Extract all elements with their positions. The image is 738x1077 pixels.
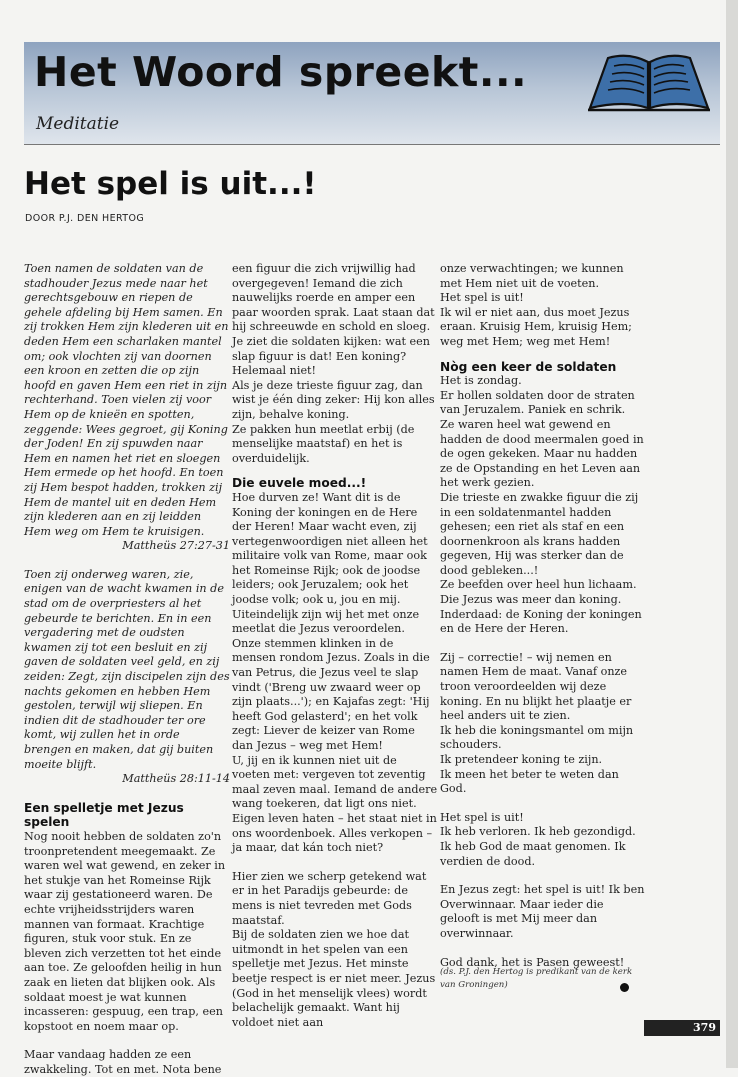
- paragraph: Inderdaad: de Koning der koningen en de Here der Heren.: [440, 607, 642, 636]
- column-2: [232, 262, 438, 1030]
- author-note: (ds. P.J. den Hertog is predikant van de kerk van Groningen): [440, 967, 633, 990]
- paragraph: Als je deze trieste figuur zag, dan wist je één ding zeker: Hij kon alles zijn, behalve koning.: [232, 378, 435, 421]
- scripture-quote-1: Toen namen de soldaten van de stadhouder Jezus mede naar het gerechtsgebouw en riepen de gehele afdeling bij Hem samen. En zij trokken Hem zijn klederen uit en deden Hem een scharlaken mantel om; ook vlochten zij van doornen een kroon en zetten die op zijn hoofd en gaven Hem een riet in zijn rechterhand. Toen vielen zij voor Hem op de knieën en spotten, zeggende: Wees gegroet, gij Koning der Joden! En zij spuwden naar Hem en namen het riet en sloegen Hem ermede op het hoofd. En toen zij Hem bespot hadden, trokken zij Hem de mantel uit en deden Hem zijn klederen aan en zij leidden Hem weg om Hem te kruisigen.: [24, 262, 229, 538]
- paragraph: Ik heb die koningsmantel om mijn schouders.: [440, 723, 634, 752]
- article-title: Het spel is uit...!: [24, 166, 317, 202]
- paragraph: Ze pakken hun meetlat erbij (de menselijke maatstaf) en het is overduidelijk.: [232, 422, 415, 465]
- paragraph: Hier zien we scherp getekend wat er in het Paradijs gebeurde: de mens is niet tevreden met Gods maatstaf.: [232, 869, 427, 927]
- byline: DOOR P.J. DEN HERTOG: [25, 213, 145, 224]
- paragraph: een figuur die zich vrijwillig had overgegeven! Iemand die zich nauwelijks roerde en amper een paar woorden sprak. Laat staan dat hij schreeuwde en schold en sloeg.: [232, 262, 435, 334]
- paragraph: Er hollen soldaten door de straten van Jeruzalem. Paniek en schrik.: [440, 388, 635, 417]
- page-edge: [726, 0, 738, 1068]
- paragraph: Hoe durven ze! Want dit is de Koning der koningen en de Here der Heren! Maar wacht even, zij vertegenwoordigen niet alleen het militaire volk van Rome, maar ook het Romeinse Rijk; ook de joodse leiders; ook Jeruzalem; ook het joodse volk; ook u, jou en mij.: [232, 490, 428, 607]
- paragraph: Nog nooit hebben de soldaten zo'n troonpretendent meegemaakt. Ze waren wel wat gewend, en zeker in het stukje van het Romeinse Rijk waar zij gestationeerd waren. De echte vrijheidsstrijders waren mannen van formaat. Krachtige figuren, stuk voor stuk. En ze bleven zich verzetten tot het einde aan toe. Ze geloofden heilig in hun zaak en lieten dat blijken ook. Als soldaat moest je wat kunnen incasseren: gespuug, een trap, een kopstoot en noem maar op.: [24, 829, 226, 1033]
- scripture-reference-2: Mattheüs 28:11-14: [122, 772, 230, 786]
- paragraph: Maar vandaag hadden ze een zwakkeling. Tot en met. Nota bene: [24, 1048, 222, 1076]
- paragraph: Ze waren heel wat gewend en hadden de dood meermalen goed in de ogen gekeken. Maar nu hadden ze de Opstanding en het Leven aan het werk gezien.: [440, 417, 644, 490]
- paragraph: Bij de soldaten zien we hoe dat uitmondt in het spelen van een spelletje met Jezus. Het minste beetje respect is er niet meer. Jezus (God in het menselijk vlees) wordt belachelijk gemaakt. Want hij voldoet niet aan: [232, 928, 436, 1029]
- section-heading: Een spelletje met Jezus spelen: [24, 800, 184, 830]
- page-number: 379: [693, 1021, 716, 1034]
- paragraph: Ik meen het beter te weten dan God.: [440, 767, 619, 796]
- paragraph: Uiteindelijk zijn wij het met onze meetlat die Jezus veroordelen.: [232, 607, 420, 636]
- end-mark: [620, 983, 629, 992]
- open-book-icon: [584, 50, 714, 114]
- scripture-quote-2: Toen zij onderweg waren, zie, enigen van de wacht kwamen in de stad om de overpriesters al het gebeurde te berichten. En in een vergadering met de oudsten kwamen zij tot een besluit en zij gaven de soldaten veel geld, en zij zeiden: Zegt, zijn discipelen zijn des nachts gekomen en hebben Hem gestolen, terwijl wij sliepen. En indien dit de stadhouder ter ore komt, wij zullen het in orde brengen en maken, dat gij buiten moeite blijft.: [24, 567, 230, 771]
- header-banner: [24, 42, 720, 145]
- paragraph: onze verwachtingen; we kunnen met Hem niet uit de voeten.: [440, 262, 624, 290]
- column-3: [440, 262, 646, 970]
- paragraph: U, jij en ik kunnen niet uit de voeten met: vergeven tot zeventig maal zeven maal. Iemand de andere wang toekeren, dat ligt ons niet. Eigen leven haten – het staat niet in ons woordenboek. Alles verkopen – ja maar, dat kán toch niet?: [232, 753, 438, 855]
- paragraph: Ze beefden over heel hun lichaam.: [440, 578, 637, 592]
- paragraph: Ik wil er niet aan, dus moet Jezus eraan. Kruisig Hem, kruisig Hem; weg met Hem; weg met Hem!: [440, 305, 632, 348]
- paragraph: Het spel is uit!: [440, 291, 524, 305]
- column-1: [24, 262, 230, 1077]
- section-title: Het Woord spreekt...: [34, 48, 528, 96]
- paragraph: Onze stemmen klinken in de mensen rondom Jezus. Zoals in die van Petrus, die Jezus veel te slap vindt ('Breng uw zwaard weer op zijn plaats...'); en Kajafas zegt: 'Hij heeft God gelasterd'; en het volk zegt: Liever de keizer van Rome dan Jezus – weg met Hem!: [232, 636, 430, 752]
- section-subtitle: Meditatie: [36, 114, 120, 134]
- paragraph: Die Jezus was meer dan koning.: [440, 593, 622, 607]
- page-number-bar: [644, 1020, 720, 1036]
- paragraph: En Jezus zegt: het spel is uit! Ik ben Overwinnaar. Maar ieder die gelooft is met Mij meer dan overwinnaar.: [440, 883, 645, 940]
- paragraph: Ik pretendeer koning te zijn.: [440, 753, 603, 766]
- paragraph: Je ziet die soldaten kijken: wat een slap figuur is dat! Een koning? Helemaal niet!: [232, 334, 430, 378]
- paragraph: God dank, het is Pasen geweest!: [440, 955, 625, 969]
- paragraph: Ik heb verloren. Ik heb gezondigd. Ik heb God de maat genomen. Ik verdien de dood.: [440, 825, 636, 868]
- scripture-reference-1: Mattheüs 27:27-31: [122, 539, 230, 553]
- paragraph: Het is zondag.: [440, 374, 522, 388]
- paragraph: Die trieste en zwakke figuur die zij in een soldatenmantel hadden gehesen; een riet als staf en een doornenkroon als krans hadden gegeven, Hij was sterker dan de dood gebleken...!: [440, 490, 639, 577]
- section-heading: Die euvele moed...!: [232, 476, 367, 491]
- section-heading: Nòg een keer de soldaten: [440, 359, 617, 374]
- paragraph: Het spel is uit!: [440, 810, 524, 824]
- paragraph: Zij – correctie! – wij nemen en namen Hem de maat. Vanaf onze troon veroordeelden wij deze koning. En nu blijkt het plaatje er heel anders uit te zien.: [440, 650, 632, 723]
